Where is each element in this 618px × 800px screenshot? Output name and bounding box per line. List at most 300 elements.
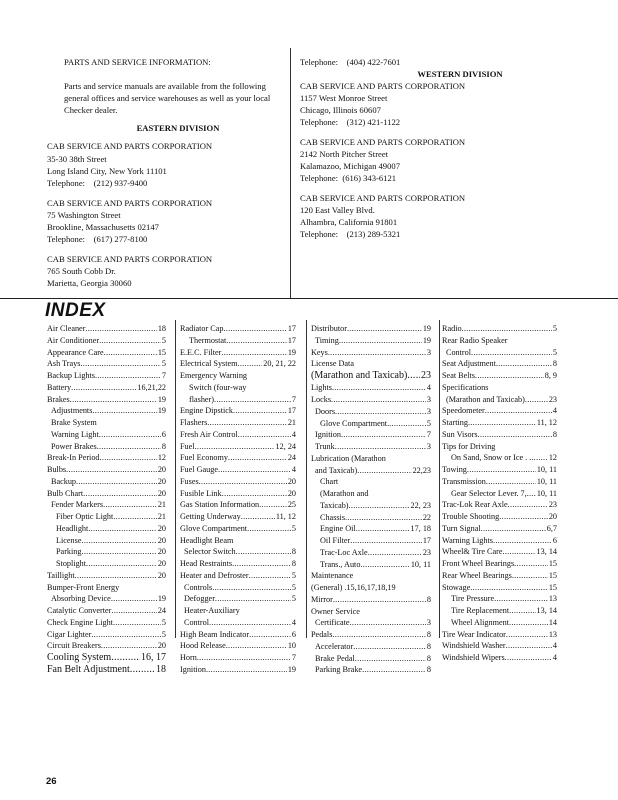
office-city: Kalamazoo, Michigan 49007 bbox=[300, 160, 400, 171]
index-entry-label: Starting bbox=[442, 418, 468, 427]
index-entry-label: Parking bbox=[56, 547, 82, 557]
index-entry bbox=[442, 358, 557, 370]
index-entry bbox=[311, 441, 431, 453]
index-leader-dots bbox=[130, 664, 155, 676]
index-entry-label: License bbox=[56, 535, 82, 545]
index-entry-label: Flashers bbox=[180, 418, 208, 427]
index-leader-dots bbox=[485, 405, 552, 417]
index-entry-label: Air Conditioner bbox=[47, 335, 100, 345]
index-entry-label: Lights bbox=[311, 383, 332, 393]
index-entry-label: Windshield Wipers bbox=[442, 653, 505, 662]
index-entry-label: Doors bbox=[315, 406, 336, 416]
index-entry-page: 3 bbox=[426, 618, 431, 628]
index-entry-page: 20 bbox=[157, 465, 166, 474]
index-entry bbox=[311, 606, 431, 618]
index-entry-label: Control bbox=[446, 347, 472, 357]
index-entry-label: Control bbox=[184, 617, 210, 627]
index-entry bbox=[180, 394, 296, 406]
index-entry bbox=[47, 535, 166, 547]
index-leader-dots bbox=[221, 347, 286, 359]
index-entry-page: 8 bbox=[552, 359, 557, 369]
office-phone: Telephone: (404) 422-7601 bbox=[300, 57, 401, 67]
index-entry-page: 19 bbox=[157, 394, 166, 404]
index-entry bbox=[47, 335, 166, 347]
index-entry-page: 3 bbox=[426, 442, 431, 452]
index-entry-page: 20 bbox=[157, 570, 166, 580]
index-entry-label: Fan Belt Adjustment bbox=[47, 664, 130, 676]
index-entry-label: (Marathon and Taxicab) bbox=[446, 394, 525, 404]
office-phone: Telephone: (617) 277-8100 bbox=[47, 234, 148, 245]
index-leader-dots bbox=[212, 582, 291, 594]
index-leader-dots bbox=[333, 594, 426, 606]
index-entry-label: Distributor bbox=[311, 324, 347, 333]
index-entry-label: Fuses bbox=[180, 476, 199, 486]
index-entry-page: 19 bbox=[422, 335, 431, 345]
index-entry bbox=[180, 523, 296, 535]
index-entry bbox=[180, 582, 296, 594]
index-leader-dots bbox=[86, 558, 157, 570]
index-entry-label: (Marathon and Taxicab) bbox=[311, 370, 408, 381]
index-entry-page: 23 bbox=[421, 370, 431, 381]
index-entry-label: Front Wheel Bearings bbox=[442, 559, 515, 568]
index-entry-page: 21 bbox=[157, 512, 166, 521]
index-entry bbox=[442, 640, 557, 652]
index-leader-dots bbox=[209, 617, 291, 629]
index-leader-dots bbox=[331, 394, 426, 406]
index-leader-dots bbox=[356, 523, 410, 535]
index-entry-label: Getting Underway bbox=[180, 512, 241, 521]
office-address bbox=[47, 140, 279, 188]
index-entry bbox=[311, 535, 431, 547]
index-leader-dots bbox=[95, 370, 161, 382]
index-entry bbox=[180, 476, 296, 488]
index-leader-dots bbox=[113, 511, 157, 523]
index-entry-label: Radio bbox=[442, 324, 462, 333]
index-entry-label: Chassis bbox=[320, 512, 346, 522]
index-leader-dots bbox=[499, 511, 548, 523]
index-entry-label: Bumper-Front Energy bbox=[47, 582, 120, 592]
index-entry-label: Cooling System bbox=[47, 652, 112, 663]
index-entry-page: 15 bbox=[548, 559, 557, 568]
index-entry-page: 22,23 bbox=[412, 465, 431, 475]
index-entry-page: 19 bbox=[157, 594, 166, 604]
index-column-4 bbox=[442, 323, 557, 664]
index-leader-dots bbox=[247, 523, 291, 535]
index-entry bbox=[311, 523, 431, 535]
index-entry-page: 19 bbox=[287, 664, 296, 674]
index-entry-label: Stowage bbox=[442, 582, 471, 592]
index-leader-dots bbox=[345, 512, 422, 524]
index-entry bbox=[311, 617, 431, 629]
index-entry-page: 20 bbox=[157, 535, 166, 545]
index-entry-label: Sun Visors bbox=[442, 429, 478, 439]
index-entry-label: Glove Compartment bbox=[180, 523, 248, 533]
office-address bbox=[300, 192, 580, 240]
index-entry bbox=[442, 464, 557, 476]
index-leader-dots bbox=[362, 664, 426, 676]
index-leader-dots bbox=[81, 546, 156, 558]
index-entry bbox=[442, 582, 557, 594]
index-entry-label: Owner Service bbox=[311, 606, 360, 616]
index-entry bbox=[47, 511, 166, 523]
index-entry-label: Trans., Auto bbox=[320, 559, 361, 569]
index-entry-page: 17, 18 bbox=[410, 524, 431, 534]
index-entry-label: Engine Oil bbox=[320, 524, 356, 534]
parts-service-right bbox=[300, 56, 580, 240]
index-entry-page: 8 bbox=[291, 547, 296, 557]
index-entry bbox=[47, 394, 166, 406]
index-entry-page: 20, 21, 22 bbox=[263, 359, 296, 369]
index-entry-label: Selector Switch bbox=[184, 547, 236, 557]
index-entry-page: 8 bbox=[426, 653, 431, 663]
index-entry-page: 20 bbox=[548, 512, 557, 521]
index-leader-dots bbox=[83, 488, 157, 500]
index-leader-dots bbox=[341, 429, 426, 441]
index-entry-label: Power Brakes bbox=[51, 441, 97, 451]
index-leader-dots bbox=[241, 511, 275, 523]
index-entry-label: Ash Trays bbox=[47, 359, 81, 369]
index-entry-label: Trouble Shooting bbox=[442, 512, 500, 521]
index-entry-label: (Marathon and bbox=[320, 489, 369, 499]
index-leader-dots bbox=[514, 558, 548, 570]
index-leader-dots bbox=[223, 323, 286, 335]
index-entry-label: Wheel Alignment bbox=[451, 617, 509, 627]
index-entry bbox=[180, 370, 296, 382]
index-entry-label: Trac-Loc Axle bbox=[320, 547, 368, 557]
index-entry-page: 20 bbox=[287, 476, 296, 486]
index-entry-label: Defogger bbox=[184, 594, 215, 604]
index-entry bbox=[311, 488, 431, 500]
index-entry-label: Windshield Washer bbox=[442, 641, 506, 651]
index-entry bbox=[311, 323, 431, 335]
index-entry-label: Heater and Defroster bbox=[180, 570, 249, 580]
index-entry-label: Pedals bbox=[311, 630, 333, 640]
index-entry bbox=[442, 394, 557, 406]
index-entry bbox=[180, 464, 296, 476]
office-city: Alhambra, California 91801 bbox=[300, 217, 398, 228]
index-entry-label: Rear Radio Speaker bbox=[442, 335, 508, 345]
index-entry-label: (General) .15,16,17,18,19 bbox=[311, 583, 396, 593]
index-entry bbox=[47, 382, 166, 394]
index-leader-dots bbox=[481, 523, 546, 535]
index-entry bbox=[180, 441, 296, 453]
index-entry bbox=[442, 629, 557, 641]
index-leader-dots bbox=[368, 547, 422, 559]
office-name: CAB SERVICE AND PARTS CORPORATION bbox=[300, 192, 466, 203]
index-entry-page: 8 bbox=[552, 429, 557, 439]
index-entry-label: Taxicab) bbox=[320, 500, 349, 510]
index-entry bbox=[180, 535, 296, 547]
index-leader-dots bbox=[195, 441, 275, 453]
index-entry bbox=[47, 347, 166, 359]
index-entry-page: 5 bbox=[161, 359, 166, 369]
index-leader-dots bbox=[355, 653, 426, 665]
index-leader-dots bbox=[226, 640, 287, 652]
index-entry bbox=[442, 441, 557, 453]
index-entry-page: 10, 11 bbox=[536, 465, 557, 474]
index-entry bbox=[180, 629, 296, 641]
index-entry bbox=[442, 617, 557, 629]
index-leader-dots bbox=[335, 441, 426, 453]
index-leader-dots bbox=[471, 347, 552, 359]
index-entry-page: 11, 12 bbox=[275, 512, 296, 521]
index-leader-dots bbox=[226, 335, 287, 347]
index-entry-page: 4 bbox=[552, 653, 557, 662]
index-entry-page: 12, 24 bbox=[275, 441, 296, 451]
index-entry bbox=[442, 452, 557, 464]
index-leader-dots bbox=[468, 417, 536, 429]
index-entry bbox=[311, 594, 431, 606]
office-street: 765 South Cobb Dr. bbox=[47, 266, 116, 277]
index-leader-dots bbox=[249, 570, 291, 582]
index-entry-page: 8 bbox=[426, 630, 431, 640]
index-leader-dots bbox=[103, 499, 157, 511]
index-entry-page: 23 bbox=[548, 500, 557, 510]
index-entry bbox=[47, 452, 166, 464]
index-entry-page: 3 bbox=[426, 347, 431, 357]
index-entry-page: 20 bbox=[157, 547, 166, 557]
index-entry-page: 20 bbox=[157, 488, 166, 498]
office-name: CAB SERVICE AND PARTS CORPORATION bbox=[300, 81, 466, 92]
index-entry bbox=[47, 488, 166, 500]
index-entry bbox=[442, 323, 557, 335]
index-entry-page: 4 bbox=[552, 406, 557, 416]
index-entry-label: Turn Signal bbox=[442, 523, 481, 533]
index-entry bbox=[442, 405, 557, 417]
index-leader-dots bbox=[238, 429, 291, 441]
index-entry-page: 8 bbox=[426, 665, 431, 675]
index-leader-dots bbox=[357, 465, 411, 477]
index-entry-label: Lubrication (Marathon bbox=[311, 453, 386, 463]
index-entry-page: 20 bbox=[157, 476, 166, 486]
index-entry bbox=[47, 546, 166, 558]
index-entry-label: Bulbs bbox=[47, 465, 67, 474]
index-entry-page: 10, 11 bbox=[536, 488, 557, 498]
index-entry-page: 21 bbox=[287, 418, 296, 427]
office-address bbox=[47, 253, 279, 289]
index-leader-dots bbox=[222, 488, 287, 500]
index-entry-label: Stoplight bbox=[56, 559, 87, 568]
index-entry bbox=[311, 406, 431, 418]
index-entry-label: flasher) bbox=[189, 394, 215, 404]
index-entry-page: 3 bbox=[426, 395, 431, 405]
index-entry-page: 4 bbox=[291, 617, 296, 627]
office-address bbox=[300, 136, 580, 184]
index-column-3 bbox=[311, 323, 431, 676]
index-leader-dots bbox=[350, 535, 422, 547]
index-entry-page: 17 bbox=[422, 536, 431, 546]
office-phone: Telephone: (312) 421-1122 bbox=[300, 117, 401, 128]
index-entry bbox=[442, 593, 557, 605]
index-entry-page: 22 bbox=[422, 512, 431, 522]
index-entry-page: 15 bbox=[157, 347, 166, 357]
index-entry-label: Trunk bbox=[315, 442, 335, 452]
index-entry-label: Backup bbox=[51, 476, 77, 486]
index-entry bbox=[442, 476, 557, 488]
index-entry-label: Fender Markers bbox=[51, 500, 104, 510]
index-entry-page: 8, 9 bbox=[544, 371, 557, 380]
index-entry bbox=[311, 653, 431, 665]
index-entry bbox=[442, 511, 557, 523]
index-entry-page: 5 bbox=[552, 347, 557, 357]
index-entry-page: 10 bbox=[287, 641, 296, 651]
index-entry bbox=[442, 605, 557, 617]
index-entry bbox=[47, 558, 166, 570]
index-entry-page: 7 bbox=[291, 394, 296, 404]
index-entry bbox=[311, 582, 431, 594]
index-entry-page: 5 bbox=[291, 582, 296, 592]
index-entry bbox=[180, 323, 296, 335]
index-leader-dots bbox=[218, 464, 291, 476]
index-entry-page: 19 bbox=[287, 347, 296, 357]
index-entry-label: Cigar Lighter bbox=[47, 629, 92, 639]
index-entry-page: 20 bbox=[287, 488, 296, 498]
index-entry bbox=[180, 605, 296, 617]
index-entry-page: 10, 11 bbox=[536, 476, 557, 486]
office-city: Chicago, Illinois 60607 bbox=[300, 105, 381, 116]
office-phone: Telephone: (213) 289-5321 bbox=[300, 229, 401, 240]
index-leader-dots bbox=[111, 605, 156, 617]
index-leader-dots bbox=[332, 382, 426, 394]
index-entry-page: 10, 11 bbox=[410, 559, 431, 569]
index-entry-page: 5 bbox=[161, 617, 166, 627]
index-entry bbox=[180, 417, 296, 429]
office-name: CAB SERVICE AND PARTS CORPORATION bbox=[300, 136, 466, 147]
intro-line: Parts and service manuals are available from the following bbox=[64, 81, 266, 92]
index-entry-label: Check Engine Light bbox=[47, 617, 113, 627]
index-leader-dots bbox=[214, 394, 291, 406]
index-entry-label: Break-In Period bbox=[47, 453, 100, 463]
index-leader-dots bbox=[332, 629, 426, 641]
index-entry bbox=[311, 382, 431, 394]
index-entry-page: 22, 23 bbox=[410, 500, 431, 510]
top-column-divider bbox=[290, 48, 291, 298]
index-entry-label: Tips for Driving bbox=[442, 441, 496, 451]
index-entry bbox=[47, 640, 166, 652]
index-entry-label: Emergency Warning bbox=[180, 371, 248, 380]
index-entry-label: Tire Pressure bbox=[451, 594, 495, 604]
index-leader-dots bbox=[206, 664, 287, 676]
index-entry bbox=[311, 500, 431, 512]
index-entry-label: Locks bbox=[311, 395, 332, 405]
section-divider bbox=[0, 298, 618, 299]
index-entry-label: Ignition bbox=[315, 430, 341, 440]
index-leader-dots bbox=[232, 558, 291, 570]
index-entry bbox=[47, 664, 166, 676]
index-entry bbox=[311, 559, 431, 571]
index-leader-dots bbox=[502, 546, 535, 558]
index-leader-dots bbox=[360, 559, 409, 571]
index-entry bbox=[180, 488, 296, 500]
index-entry bbox=[47, 605, 166, 617]
index-leader-dots bbox=[99, 429, 161, 441]
index-entry-page: 16,21,22 bbox=[137, 382, 166, 392]
index-leader-dots bbox=[494, 593, 548, 605]
index-entry-label: Rear Wheel Bearings bbox=[442, 570, 512, 580]
office-phone: Telephone: (616) 343-6121 bbox=[300, 172, 397, 183]
index-entry-label: Appearance Care bbox=[47, 347, 104, 357]
index-entry bbox=[47, 476, 166, 488]
index-entry bbox=[47, 570, 166, 582]
index-entry bbox=[180, 405, 296, 417]
index-entry-page: 17 bbox=[287, 335, 296, 345]
index-entry bbox=[47, 617, 166, 629]
index-leader-dots bbox=[467, 464, 536, 476]
index-entry bbox=[442, 382, 557, 394]
index-entry bbox=[442, 546, 557, 558]
index-entry-page: 12 bbox=[548, 453, 557, 463]
index-entry-page: 19 bbox=[157, 406, 166, 416]
index-leader-dots bbox=[506, 629, 548, 641]
index-entry-label: Adjustments bbox=[51, 406, 93, 416]
index-leader-dots bbox=[470, 582, 548, 594]
office-street: 75 Washington Street bbox=[47, 209, 121, 220]
index-entry-label: Timing bbox=[315, 335, 339, 345]
index-entry-page: 13, 14 bbox=[536, 547, 557, 557]
index-leader-dots bbox=[81, 535, 156, 547]
index-entry bbox=[180, 570, 296, 582]
index-entry-label: Head Restraints bbox=[180, 559, 233, 568]
index-entry-page: 5 bbox=[552, 324, 557, 333]
index-leader-dots bbox=[92, 405, 156, 417]
index-leader-dots bbox=[85, 323, 156, 335]
index-entry bbox=[311, 358, 431, 370]
index-leader-dots bbox=[350, 617, 426, 629]
index-leader-dots bbox=[66, 464, 157, 476]
index-entry bbox=[180, 335, 296, 347]
index-leader-dots bbox=[100, 452, 157, 464]
index-column-2 bbox=[180, 323, 296, 676]
index-entry-label: Towing bbox=[442, 465, 467, 474]
index-entry bbox=[311, 335, 431, 347]
index-entry-page: 8 bbox=[291, 559, 296, 568]
index-entry-label: Catalytic Converter bbox=[47, 606, 112, 615]
index-entry-page: 16, 17 bbox=[141, 652, 166, 663]
index-entry-label: Wheel& Tire Care bbox=[442, 547, 503, 557]
index-leader-dots bbox=[228, 452, 287, 464]
index-entry bbox=[442, 347, 557, 359]
index-leader-dots bbox=[389, 418, 426, 430]
index-leader-dots bbox=[99, 335, 161, 347]
index-leader-dots bbox=[512, 570, 548, 582]
index-entry-page: 20 bbox=[157, 641, 166, 651]
index-entry-label: Fusible Link bbox=[180, 488, 222, 498]
index-entry bbox=[180, 664, 296, 676]
index-leader-dots bbox=[505, 652, 552, 664]
index-leader-dots bbox=[249, 629, 291, 641]
index-entry-label: Ignition bbox=[180, 664, 206, 674]
index-column-divider bbox=[175, 320, 176, 638]
index-entry bbox=[311, 418, 431, 430]
western-division-title: WESTERN DIVISION bbox=[417, 69, 503, 80]
index-entry-label: Chart bbox=[320, 477, 339, 487]
index-leader-dots bbox=[111, 593, 157, 605]
index-entry bbox=[47, 464, 166, 476]
index-entry-label: Battery bbox=[47, 382, 72, 392]
index-entry-label: Glove Compartment. bbox=[320, 418, 390, 428]
index-entry-page: 13 bbox=[548, 594, 557, 604]
index-entry-page: 6 bbox=[161, 429, 166, 439]
index-entry-label: Brakes bbox=[47, 394, 70, 404]
index-entry-page: 21 bbox=[157, 500, 166, 510]
index-leader-dots bbox=[353, 641, 426, 653]
index-entry bbox=[180, 546, 296, 558]
index-entry bbox=[47, 405, 166, 417]
index-entry bbox=[442, 558, 557, 570]
index-entry bbox=[311, 629, 431, 641]
intro-paragraph bbox=[47, 80, 279, 116]
index-entry bbox=[311, 453, 431, 465]
